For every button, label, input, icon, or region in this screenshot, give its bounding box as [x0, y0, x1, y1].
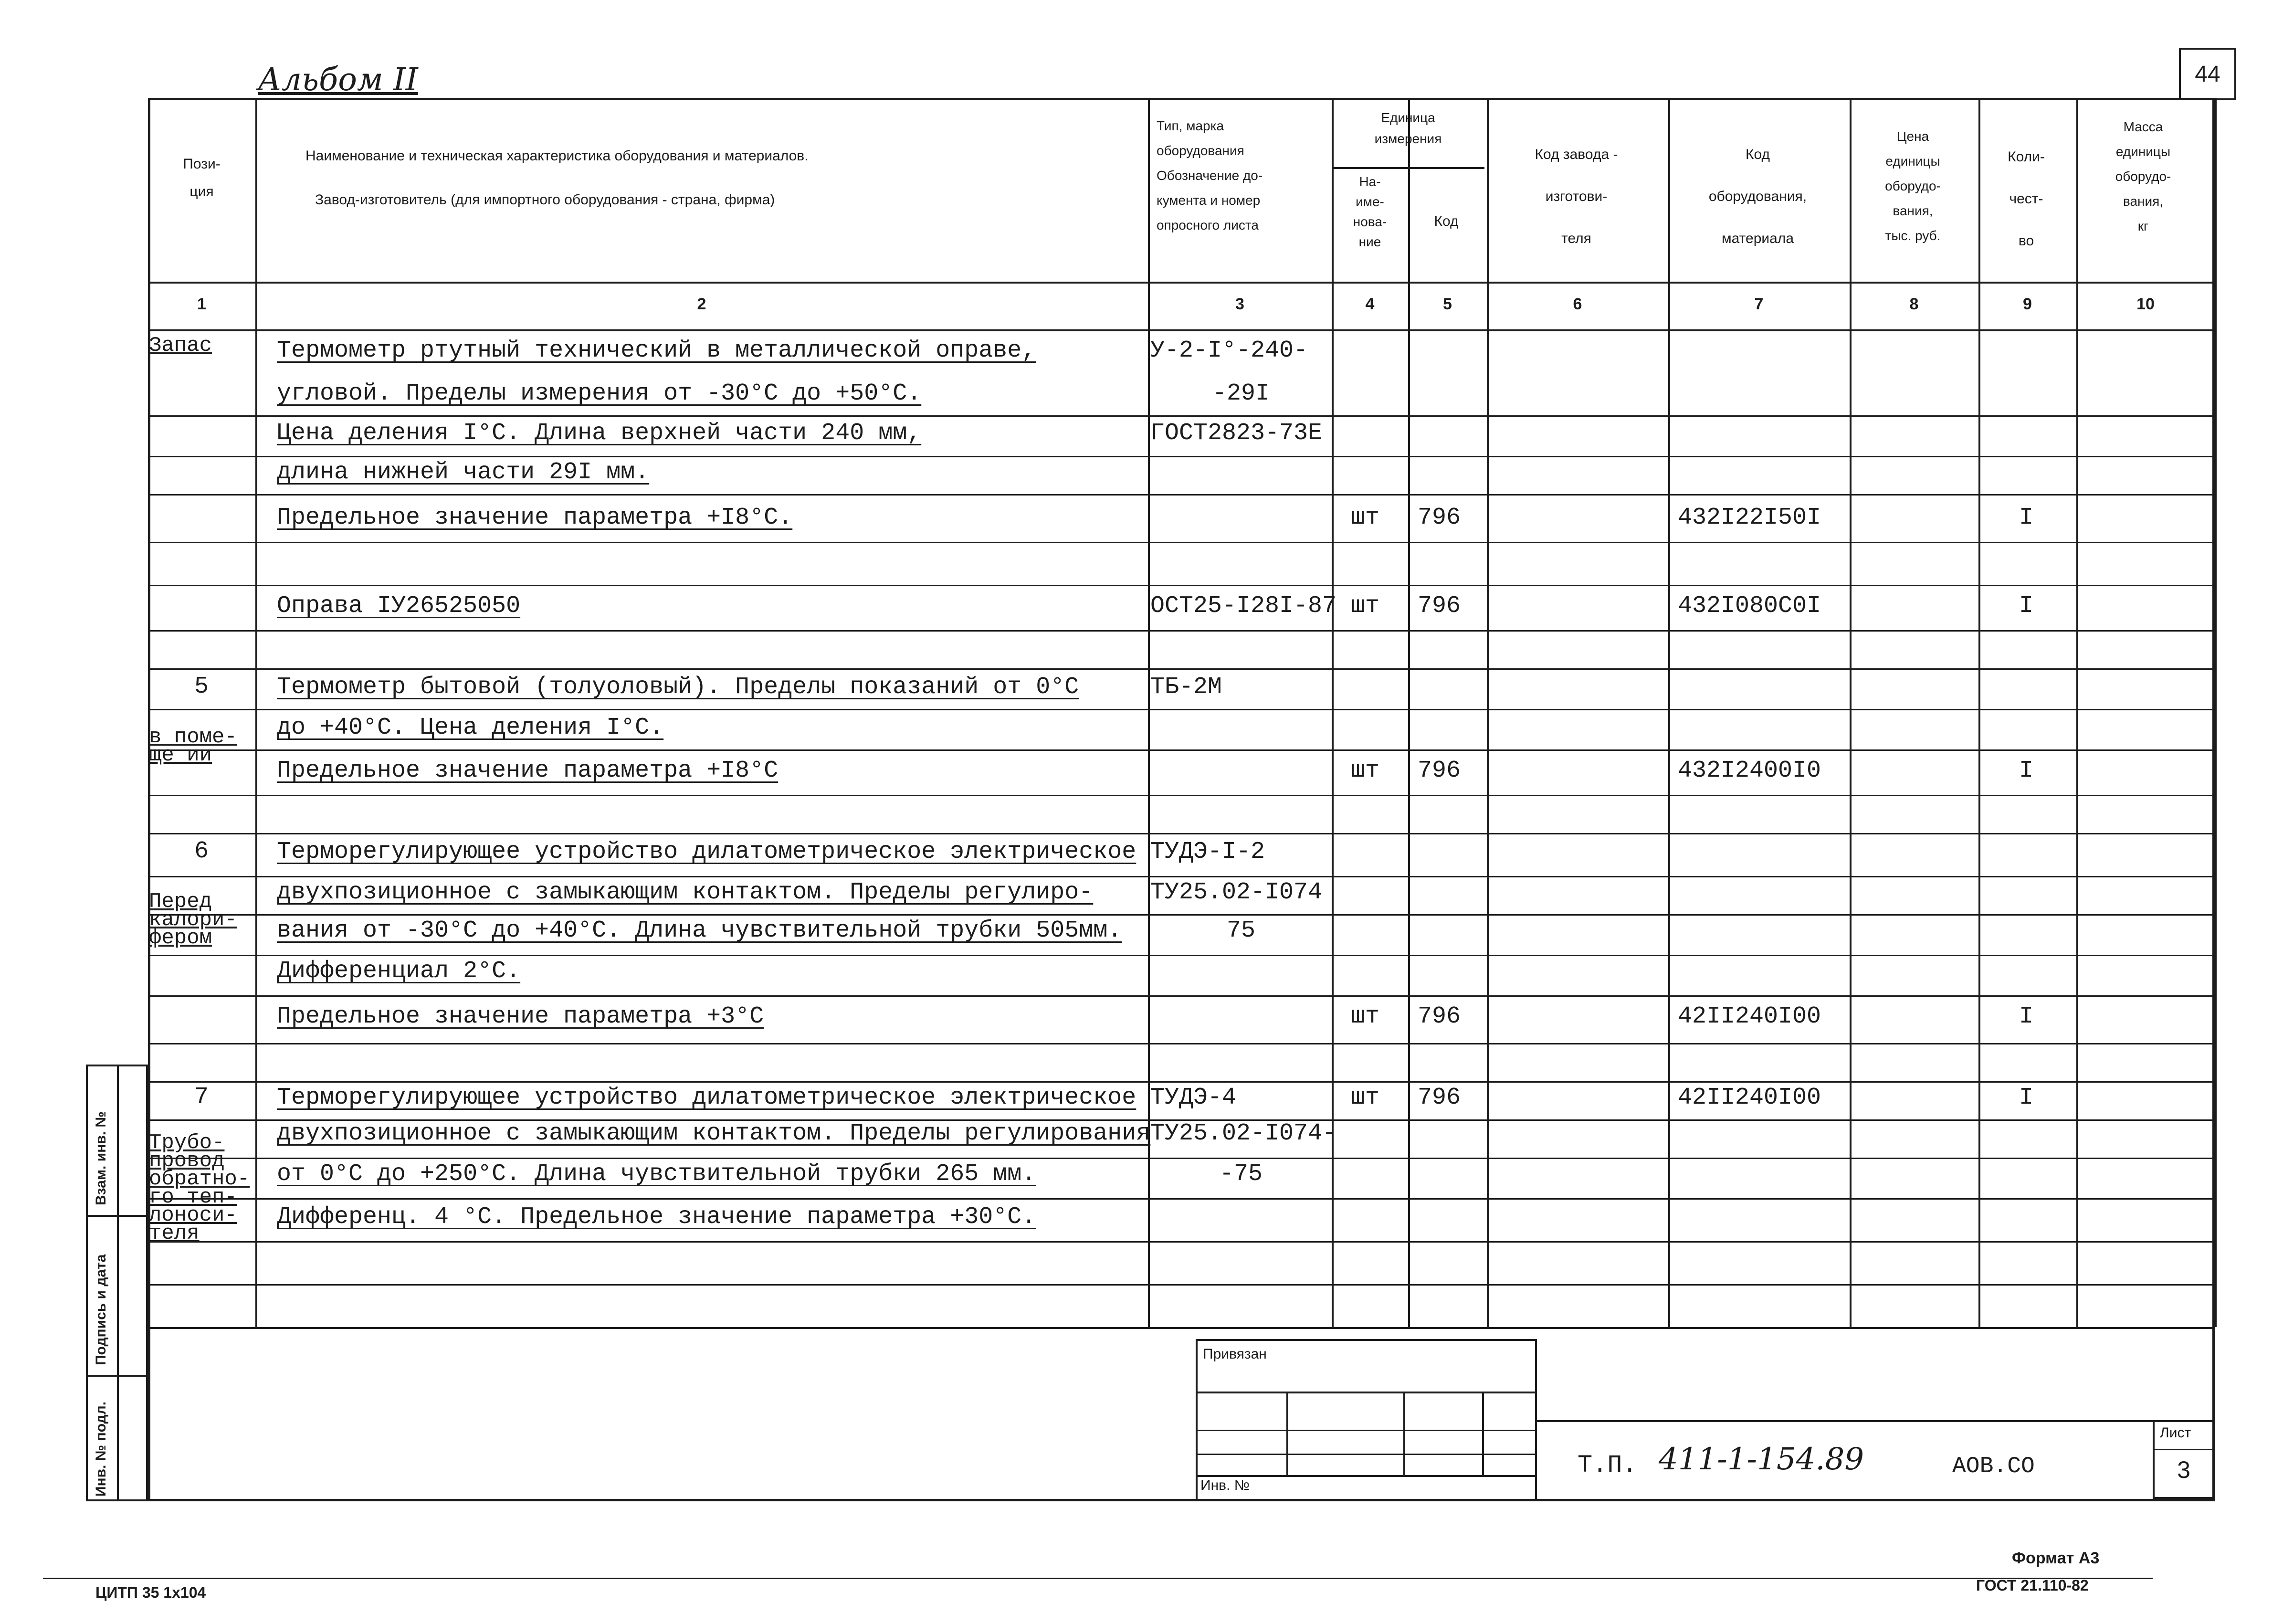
row-type: ТУ25.02-I074	[1150, 879, 1323, 906]
grid-line	[148, 709, 2215, 710]
row-name: Дифференц. 4 °С. Предельное значение параметра +30°С.	[277, 1203, 1036, 1231]
row-equipment-code: 432I2400I0	[1678, 757, 1821, 784]
header-type: Тип, марка оборудования Обозначение до- кумента и номер опросного листа	[1157, 118, 1263, 232]
row-unit: шт	[1351, 1003, 1380, 1030]
stamp-line	[1482, 1392, 1484, 1475]
doc-code: АОВ.СО	[1952, 1454, 2035, 1479]
column-number: 8	[1909, 295, 1919, 313]
grid-line	[1332, 167, 1484, 169]
side-label-replace: Взам. инв. №	[93, 1111, 109, 1205]
stamp-line	[1537, 1420, 2215, 1422]
grid-line	[148, 1081, 2215, 1083]
tp-number: 411-1-154.89	[1659, 1442, 1864, 1477]
row-type: -29I	[1212, 380, 1270, 407]
header-equipment-code: Код оборудования, материала	[1708, 147, 1807, 246]
row-name: Дифференциал 2°С.	[277, 958, 521, 985]
grid-line	[148, 795, 2215, 796]
grid-line	[148, 833, 2215, 834]
side-stamp-divider	[86, 1375, 148, 1377]
row-name: двухпозиционное с замыкающим контактом. Пределы регулиро-	[277, 879, 1094, 906]
stamp-line	[1403, 1392, 1405, 1475]
stamp-tied-box	[1196, 1339, 1537, 1501]
grid-line	[148, 494, 2215, 496]
row-unit-code: 796	[1418, 592, 1461, 620]
grid-line	[148, 1241, 2215, 1243]
header-price: Цена единицы оборудо- вания, тыс. руб.	[1885, 129, 1941, 243]
page-number: 44	[2195, 62, 2220, 87]
stamp-line	[1196, 1475, 1537, 1477]
grid-line	[148, 329, 2215, 331]
grid-line	[148, 585, 2215, 586]
row-quantity: I	[2019, 1084, 2033, 1111]
row-unit-code: 796	[1418, 504, 1461, 531]
grid-line	[2215, 98, 2217, 1327]
grid-line	[148, 282, 2215, 284]
grid-line	[148, 668, 2215, 670]
row-quantity: I	[2019, 757, 2033, 784]
row-name: Предельное значение параметра +I8°С	[277, 757, 779, 784]
row-position: 5	[194, 673, 209, 700]
row-quantity: I	[2019, 592, 2033, 620]
header-quantity: Коли- чест- во	[2008, 149, 2045, 249]
column-number: 3	[1235, 295, 1244, 313]
row-equipment-code: 432I22I50I	[1678, 504, 1821, 531]
row-quantity: I	[2019, 504, 2033, 531]
row-name: Термометр бытовой (толуоловый). Пределы показаний от 0°С	[277, 674, 1079, 701]
grid-line	[148, 1327, 2215, 1329]
row-unit-code: 796	[1418, 757, 1461, 784]
stamp-inv-label: Инв. №	[1200, 1477, 1250, 1493]
column-number: 5	[1443, 295, 1452, 313]
grid-line	[148, 995, 2215, 997]
header-unit-name: На- име- нова- ние	[1353, 174, 1387, 249]
grid-line	[148, 1284, 2215, 1286]
header-unit-code: Код	[1434, 213, 1459, 229]
stamp-line	[1196, 1454, 1537, 1455]
row-equipment-code: 432I080С0I	[1678, 592, 1821, 620]
row-unit: шт	[1351, 504, 1380, 531]
header-name-line2: Завод-изготовитель (для импортного оборудования - страна, фирма)	[315, 192, 775, 208]
header-name-line1: Наименование и техническая характеристика оборудования и материалов.	[305, 148, 809, 164]
header-unit: Единица измерения	[1374, 110, 1442, 146]
grid-line	[148, 542, 2215, 543]
row-quantity: I	[2019, 1003, 2033, 1030]
row-type: ТУДЭ-I-2	[1150, 838, 1265, 865]
stamp-line	[1196, 1392, 1537, 1393]
grid-line	[148, 1198, 2215, 1200]
row-name: двухпозиционное с замыкающим контактом. Пределы регулирования	[277, 1120, 1151, 1147]
row-name: Терморегулирующее устройство дилатометрическое электрическое	[277, 1084, 1136, 1111]
row-unit: шт	[1351, 757, 1380, 784]
row-unit-code: 796	[1418, 1003, 1461, 1030]
grid-line	[148, 914, 2215, 916]
column-number: 4	[1365, 295, 1375, 313]
row-position: Трубо- провод обратно- го теп- лоноси- теля	[149, 1131, 250, 1245]
header-factory-code: Код завода - изготови- теля	[1535, 147, 1618, 246]
grid-line	[148, 415, 2215, 417]
row-name: Предельное значение параметра +I8°С.	[277, 504, 793, 531]
row-position: 6	[194, 838, 209, 865]
column-number: 6	[1573, 295, 1582, 313]
row-position: 7	[194, 1084, 209, 1111]
row-position: Перед калори- фером	[149, 890, 237, 950]
row-equipment-code: 42II240I00	[1678, 1084, 1821, 1111]
column-number: 9	[2023, 295, 2032, 313]
grid-line	[148, 630, 2215, 632]
side-stamp-divider	[86, 1215, 148, 1217]
row-type: -75	[1219, 1160, 1262, 1188]
album-title: Альбом II	[258, 61, 418, 98]
grid-line	[148, 876, 2215, 877]
header-position: Пози- ция	[183, 156, 221, 200]
row-name: длина нижней части 29I мм.	[277, 459, 650, 486]
row-name: угловой. Пределы измерения от -30°С до +50°С.	[277, 380, 922, 407]
stamp-line	[1196, 1430, 1537, 1431]
column-number: 10	[2136, 295, 2155, 313]
footer-print-code: ЦИТП 35 1х104	[95, 1584, 206, 1601]
row-type: ГОСТ2823-73Е	[1150, 420, 1323, 447]
row-name: Предельное значение параметра +3°С	[277, 1003, 764, 1030]
column-number: 2	[697, 295, 706, 313]
sheet-box-divider	[2153, 1449, 2215, 1450]
row-type: ТБ-2М	[1150, 674, 1222, 701]
footer-format: Формат А3	[2012, 1549, 2100, 1567]
row-position: Запас	[149, 334, 212, 358]
side-label-signature: Подпись и дата	[93, 1254, 109, 1365]
side-label-inventory: Инв. № подл.	[93, 1401, 109, 1497]
stamp-tied-label: Привязан	[1203, 1346, 1267, 1362]
grid-line	[148, 456, 2215, 457]
row-type: ТУДЭ-4	[1150, 1084, 1237, 1111]
row-position: в поме- ще ии	[149, 725, 237, 767]
sheet-label: Лист	[2160, 1425, 2191, 1441]
row-equipment-code: 42II240I00	[1678, 1003, 1821, 1030]
tp-label: Т.П.	[1578, 1451, 1637, 1479]
footer-line	[43, 1578, 2153, 1579]
row-name: вания от -30°С до +40°С. Длина чувствительной трубки 505мм.	[277, 917, 1122, 944]
row-unit-code: 796	[1418, 1084, 1461, 1111]
row-name: Оправа IУ26525050	[277, 592, 521, 620]
row-type: ОСТ25-I28I-87	[1150, 592, 1337, 620]
sheet-value: 3	[2177, 1456, 2190, 1483]
row-type: У-2-I°-240-	[1150, 337, 1308, 364]
row-name: от 0°С до +250°С. Длина чувствительной трубки 265 мм.	[277, 1160, 1036, 1188]
row-name: Термометр ртутный технический в металлической оправе,	[277, 337, 1036, 364]
footer-gost: ГОСТ 21.110-82	[1976, 1577, 2089, 1594]
grid-line	[148, 1158, 2215, 1159]
row-name: до +40°С. Цена деления I°С.	[277, 714, 664, 741]
row-name: Терморегулирующее устройство дилатометрическое электрическое	[277, 838, 1136, 865]
row-unit: шт	[1351, 1084, 1380, 1111]
stamp-line	[1286, 1392, 1288, 1475]
row-unit: шт	[1351, 592, 1380, 620]
column-number: 1	[197, 295, 206, 313]
header-mass: Масса единицы оборудо- вания, кг	[2115, 119, 2171, 233]
grid-line	[148, 1043, 2215, 1044]
row-type: ТУ25.02-I074-	[1150, 1120, 1337, 1147]
row-name: Цена деления I°С. Длина верхней части 240 мм,	[277, 420, 922, 447]
column-number: 7	[1754, 295, 1764, 313]
row-type: 75	[1226, 917, 1255, 944]
side-stamp-divider	[117, 1065, 119, 1501]
grid-line	[148, 749, 2215, 751]
grid-line	[148, 955, 2215, 956]
